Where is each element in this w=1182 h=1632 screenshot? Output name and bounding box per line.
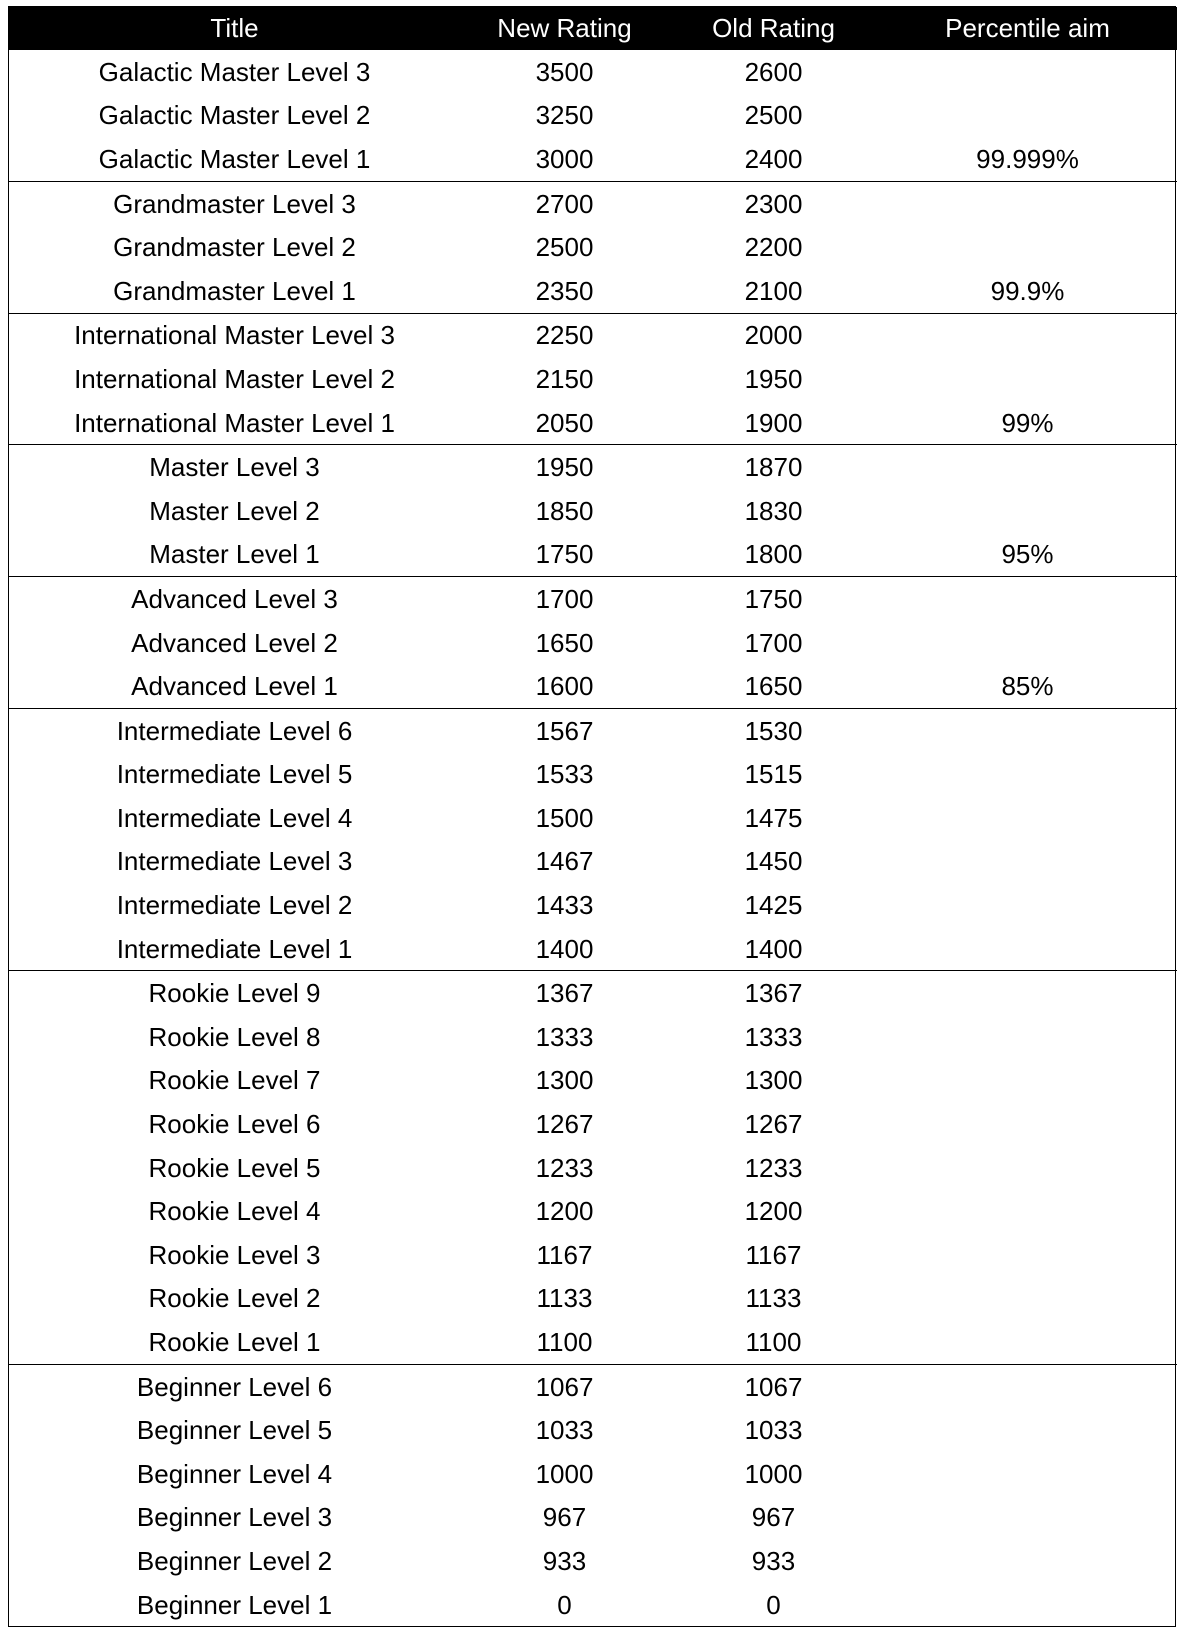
percentile-cell [878,1277,1177,1321]
header-title: Title [9,7,460,50]
old-rating-cell: 0 [766,1589,781,1620]
percentile-cell [878,1452,1177,1496]
table-row [9,664,1177,708]
old-rating-cell: 1700 [744,627,803,658]
old-rating-cell: 1367 [744,978,803,1009]
new-rating-cell: 1367 [535,978,594,1009]
table-row [9,1102,1177,1146]
new-rating-cell: 1433 [535,890,594,921]
old-rating-cell: 1133 [745,1283,802,1314]
table-row [9,927,1177,971]
old-rating-cell: 1425 [744,890,803,921]
table-row [9,708,1177,752]
new-rating-cell: 3500 [535,56,594,87]
percentile-cell [878,708,1177,752]
percentile-cell: 99.999% [976,143,1079,174]
old-rating-cell: 933 [751,1545,796,1576]
percentile-cell [878,1320,1177,1364]
title-cell: International Master Level 3 [74,320,395,351]
table-row [9,1320,1177,1364]
table-row [9,1146,1177,1190]
old-rating-cell: 1450 [744,846,803,877]
new-rating-cell: 2350 [535,275,594,306]
percentile-cell [878,50,1177,94]
new-rating-cell: 1650 [535,627,594,658]
old-rating-cell: 1400 [744,933,803,964]
percentile-cell [878,1146,1177,1190]
title-cell: Intermediate Level 5 [116,759,353,790]
new-rating-cell: 967 [542,1502,587,1533]
percentile-cell [878,883,1177,927]
old-rating-cell: 2500 [744,100,803,131]
new-rating-cell: 1167 [536,1239,593,1270]
new-rating-cell: 1333 [535,1021,594,1052]
old-rating-cell: 1267 [744,1109,803,1140]
title-cell: Beginner Level 6 [136,1371,333,1402]
title-cell: Master Level 1 [149,539,320,570]
title-cell: Intermediate Level 2 [116,890,353,921]
title-cell: Rookie Level 5 [148,1152,321,1183]
rank-group-advanced [9,577,1177,709]
percentile-cell [878,1059,1177,1103]
title-cell: Grandmaster Level 1 [113,275,356,306]
new-rating-cell: 1533 [535,759,594,790]
percentile-cell [878,753,1177,797]
rank-group-master [9,445,1177,577]
table-row [9,181,1177,225]
title-cell: International Master Level 1 [74,407,395,438]
old-rating-cell: 1333 [744,1021,803,1052]
old-rating-cell: 2400 [744,143,803,174]
table-row [9,50,1177,94]
table-row [9,1059,1177,1103]
header-old-rating: Old Rating [669,7,878,50]
old-rating-cell: 1515 [744,759,803,790]
title-cell: Intermediate Level 3 [116,846,353,877]
rating-table [9,7,1177,1626]
new-rating-cell: 1500 [535,802,594,833]
old-rating-cell: 1033 [744,1415,803,1446]
title-cell: Grandmaster Level 3 [113,188,356,219]
new-rating-cell: 933 [542,1545,587,1576]
title-cell: Advanced Level 3 [131,583,338,614]
table-row [9,753,1177,797]
old-rating-cell: 2000 [744,320,803,351]
title-cell: Beginner Level 3 [136,1502,333,1533]
title-cell: Rookie Level 1 [148,1327,321,1358]
table-row [9,269,1177,313]
title-cell: Intermediate Level 6 [116,715,353,746]
old-rating-cell: 1233 [744,1152,803,1183]
table-row [9,533,1177,577]
new-rating-cell: 1600 [535,671,594,702]
table-row [9,313,1177,357]
table-row [9,971,1177,1015]
table-header [9,7,1177,50]
new-rating-cell: 1100 [536,1327,593,1358]
table-row [9,489,1177,533]
new-rating-cell: 1133 [536,1283,593,1314]
percentile-cell [878,445,1177,489]
title-cell: Rookie Level 3 [148,1239,321,1270]
table-row [9,1496,1177,1540]
title-cell: Beginner Level 2 [136,1545,333,1576]
new-rating-cell: 1567 [535,715,594,746]
table-row [9,840,1177,884]
new-rating-cell: 2250 [535,320,594,351]
old-rating-cell: 2100 [744,275,803,306]
old-rating-cell: 1300 [744,1065,803,1096]
title-cell: Master Level 3 [149,452,320,483]
percentile-cell: 95% [1001,539,1054,570]
percentile-cell [878,621,1177,665]
new-rating-cell: 2700 [535,188,594,219]
title-cell: Beginner Level 5 [136,1415,333,1446]
percentile-cell [878,94,1177,138]
header-new-rating: New Rating [460,7,669,50]
old-rating-cell: 2200 [744,232,803,263]
percentile-cell [878,1102,1177,1146]
new-rating-cell: 1950 [535,452,594,483]
title-cell: Advanced Level 2 [131,627,338,658]
percentile-cell [878,1583,1177,1627]
table-row [9,357,1177,401]
percentile-cell [878,225,1177,269]
title-cell: International Master Level 2 [74,363,395,394]
new-rating-cell: 1267 [535,1109,594,1140]
title-cell: Beginner Level 4 [136,1458,333,1489]
table-row [9,1189,1177,1233]
new-rating-cell: 1033 [535,1415,594,1446]
old-rating-cell: 1200 [744,1196,803,1227]
percentile-cell: 85% [1001,671,1054,702]
rank-group-rookie [9,971,1177,1364]
old-rating-cell: 1830 [744,495,803,526]
percentile-cell [878,1233,1177,1277]
percentile-cell [878,1496,1177,1540]
table-row [9,94,1177,138]
title-cell: Intermediate Level 1 [116,933,353,964]
new-rating-cell: 2150 [535,363,594,394]
percentile-cell: 99.9% [990,275,1065,306]
percentile-cell [878,313,1177,357]
title-cell: Rookie Level 9 [148,978,321,1009]
old-rating-cell: 1750 [744,583,803,614]
header-row [9,7,1177,50]
title-cell: Intermediate Level 4 [116,802,353,833]
table-row [9,577,1177,621]
old-rating-cell: 1650 [744,671,803,702]
table-row [9,883,1177,927]
title-cell: Rookie Level 8 [148,1021,321,1052]
percentile-cell [878,1189,1177,1233]
percentile-cell [878,181,1177,225]
table-row [9,1277,1177,1321]
new-rating-cell: 1000 [535,1458,594,1489]
percentile-cell [878,577,1177,621]
rank-group-international-master [9,313,1177,445]
old-rating-cell: 967 [751,1502,796,1533]
new-rating-cell: 1233 [535,1152,594,1183]
new-rating-cell: 1467 [535,846,594,877]
table-row [9,1408,1177,1452]
new-rating-cell: 0 [557,1589,572,1620]
new-rating-cell: 1700 [535,583,594,614]
old-rating-cell: 1475 [744,802,803,833]
old-rating-cell: 2600 [744,56,803,87]
old-rating-cell: 1900 [744,407,803,438]
rank-group-grandmaster [9,181,1177,313]
title-cell: Master Level 2 [149,495,320,526]
table-row [9,401,1177,445]
table-row [9,1015,1177,1059]
old-rating-cell: 1100 [745,1327,802,1358]
title-cell: Galactic Master Level 1 [98,143,371,174]
old-rating-cell: 1800 [744,539,803,570]
rank-group-beginner [9,1364,1177,1626]
old-rating-cell: 1167 [745,1239,802,1270]
table-row [9,796,1177,840]
old-rating-cell: 1950 [744,363,803,394]
title-cell: Advanced Level 1 [131,671,338,702]
percentile-cell [878,1539,1177,1583]
old-rating-cell: 1000 [744,1458,803,1489]
old-rating-cell: 1067 [744,1371,803,1402]
header-percentile-aim: Percentile aim [878,7,1177,50]
new-rating-cell: 2050 [535,407,594,438]
title-cell: Rookie Level 4 [148,1196,321,1227]
percentile-cell [878,927,1177,971]
percentile-cell [878,840,1177,884]
title-cell: Rookie Level 2 [148,1283,321,1314]
percentile-cell [878,971,1177,1015]
new-rating-cell: 3250 [535,100,594,131]
rating-table-container [8,6,1176,1627]
title-cell: Galactic Master Level 2 [98,100,371,131]
percentile-cell [878,1408,1177,1452]
old-rating-cell: 1870 [744,452,803,483]
table-row [9,1452,1177,1496]
title-cell: Grandmaster Level 2 [113,232,356,263]
title-cell: Rookie Level 7 [148,1065,321,1096]
percentile-cell [878,1015,1177,1059]
old-rating-cell: 1530 [744,715,803,746]
rank-group-intermediate [9,708,1177,971]
table-row [9,225,1177,269]
percentile-cell [878,357,1177,401]
new-rating-cell: 1400 [535,933,594,964]
table-row [9,137,1177,181]
old-rating-cell: 2300 [744,188,803,219]
percentile-cell [878,489,1177,533]
table-row [9,1364,1177,1408]
table-row [9,445,1177,489]
new-rating-cell: 2500 [535,232,594,263]
new-rating-cell: 1850 [535,495,594,526]
table-row [9,621,1177,665]
title-cell: Rookie Level 6 [148,1109,321,1140]
new-rating-cell: 1200 [535,1196,594,1227]
new-rating-cell: 1750 [535,539,594,570]
new-rating-cell: 1300 [535,1065,594,1096]
title-cell: Beginner Level 1 [136,1589,333,1620]
percentile-cell: 99% [1001,407,1054,438]
rank-group-galactic-master [9,50,1177,181]
percentile-cell [878,1364,1177,1408]
new-rating-cell: 1067 [535,1371,594,1402]
table-row [9,1539,1177,1583]
title-cell: Galactic Master Level 3 [98,56,371,87]
table-row [9,1233,1177,1277]
percentile-cell [878,796,1177,840]
new-rating-cell: 3000 [535,143,594,174]
table-row [9,1583,1177,1627]
